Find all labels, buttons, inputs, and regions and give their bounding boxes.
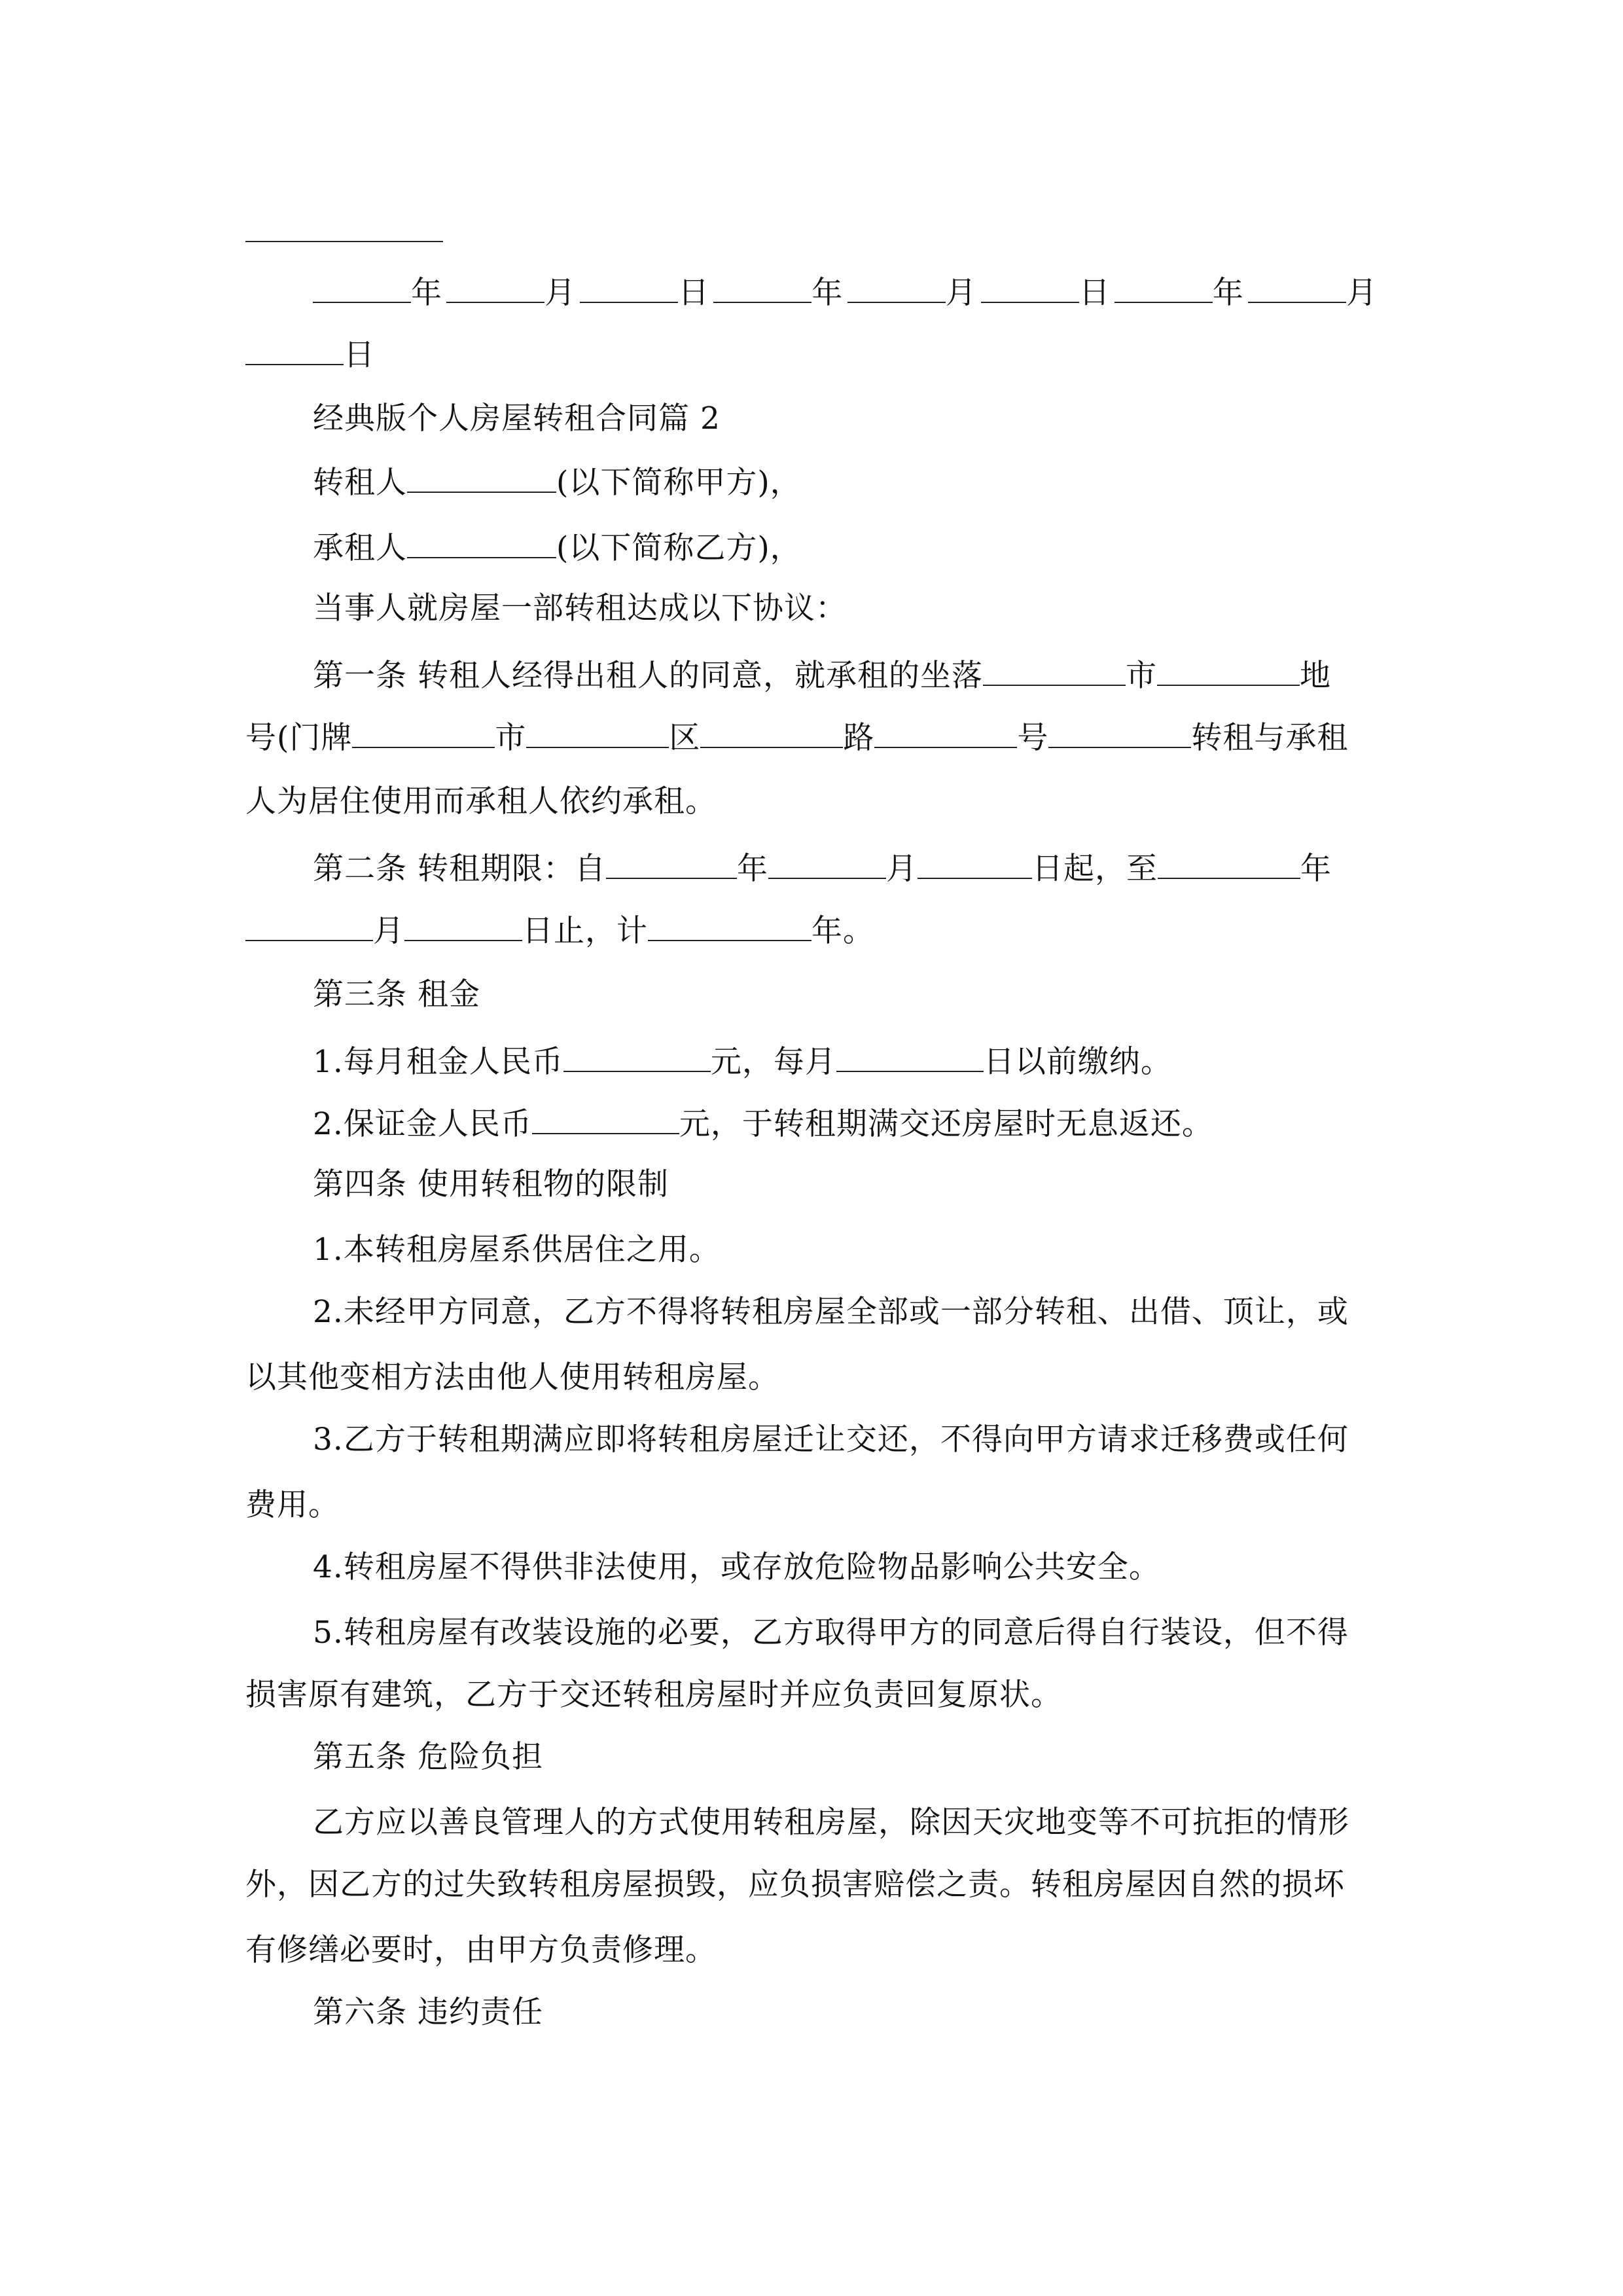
blank — [1248, 272, 1346, 303]
article5-line3: 有修缮必要时，由甲方负责修理。 — [245, 1932, 717, 1968]
intro-text: 当事人就房屋一部转租达成以下协议： — [313, 590, 847, 626]
blank — [404, 910, 522, 941]
date-row-continued — [245, 334, 1378, 375]
blank — [313, 272, 411, 303]
blank — [1048, 717, 1191, 748]
date-month: 月 — [945, 275, 977, 311]
blank — [768, 848, 886, 879]
blank — [700, 717, 843, 748]
blank — [352, 717, 495, 748]
article3-item2: 2.保证金人民币 元，于转租期满交还房屋时无息返还。 — [245, 1103, 1445, 1144]
date-day: 日 — [344, 337, 375, 373]
sublessee-line: 承租人 (以下简称乙方)， — [245, 527, 1445, 568]
article4-item4: 4.转租房屋不得供非法使用，或存放危险物品影响公共安全。 — [313, 1549, 1160, 1585]
article4-item3-line1: 3.乙方于转租期满应即将转租房屋迁让交还，不得向甲方请求迁移费或任何 — [313, 1422, 1349, 1458]
date-year: 年 — [812, 275, 844, 311]
article2-line2: 月 日止，计 年。 — [245, 910, 1378, 951]
blank — [245, 910, 373, 941]
document-heading: 经典版个人房屋转租合同篇 2 — [313, 401, 721, 437]
blank — [446, 272, 544, 303]
date-day: 日 — [678, 275, 710, 311]
blank — [983, 655, 1126, 686]
blank — [874, 717, 1017, 748]
blank — [563, 1041, 711, 1072]
date-month: 月 — [544, 275, 577, 311]
article1-line1: 第一条 转租人经得出租人的同意，就承租的坐落 市 地 — [245, 655, 1445, 696]
article4-title: 第四条 使用转租物的限制 — [313, 1166, 669, 1202]
article5-line2: 外，因乙方的过失致转租房屋损毁，应负损害赔偿之责。转租房屋因自然的损坏 — [245, 1867, 1345, 1903]
article5-line1: 乙方应以善良管理人的方式使用转租房屋，除因天灾地变等不可抗拒的情形 — [313, 1804, 1349, 1840]
date-year: 年 — [1212, 275, 1244, 311]
article4-item2-line1: 2.未经甲方同意，乙方不得将转租房屋全部或一部分转租、出借、顶让，或 — [313, 1294, 1349, 1330]
blank — [580, 272, 678, 303]
date-month: 月 — [1346, 275, 1378, 311]
article3-title: 第三条 租金 — [313, 977, 480, 1013]
blank — [847, 272, 946, 303]
article4-item5-line2: 损害原有建筑，乙方于交还转租房屋时并应负责回复原状。 — [245, 1677, 1062, 1713]
article4-item5-line1: 5.转租房屋有改装设施的必要，乙方取得甲方的同意后得自行装设，但不得 — [313, 1615, 1349, 1651]
blank — [1158, 848, 1300, 879]
signature-underline — [245, 241, 443, 242]
blank — [713, 272, 812, 303]
date-row — [245, 272, 1378, 313]
article5-title: 第五条 危险负担 — [313, 1739, 543, 1775]
article4-item2-line2: 以其他变相方法由他人使用转租房屋。 — [245, 1359, 779, 1395]
article6-title: 第六条 违约责任 — [313, 1994, 543, 2030]
date-year: 年 — [411, 275, 442, 311]
sublessor-line: 转租人 (以下简称甲方)， — [245, 461, 1445, 503]
article1-line3: 人为居住使用而承租人依约承租。 — [245, 783, 717, 819]
blank — [1157, 655, 1300, 686]
blank — [606, 848, 737, 879]
article4-item1: 1.本转租房屋系供居住之用。 — [313, 1232, 721, 1268]
blank — [532, 1103, 679, 1134]
article1-line2: 号(门牌 市 区 路 号 转租与承租 — [245, 717, 1378, 758]
blank — [407, 461, 556, 493]
blank — [648, 910, 812, 941]
blank — [836, 1041, 984, 1072]
article2-line1: 第二条 转租期限：自 年 月 日起，至 年 — [245, 848, 1445, 889]
blank — [245, 334, 344, 365]
blank — [1115, 272, 1213, 303]
blank — [526, 717, 669, 748]
blank — [918, 848, 1032, 879]
blank — [981, 272, 1079, 303]
date-day: 日 — [1079, 275, 1111, 311]
article3-item1: 1.每月租金人民币 元，每月 日以前缴纳。 — [245, 1041, 1445, 1082]
article4-item3-line2: 费用。 — [245, 1487, 340, 1523]
blank — [407, 527, 556, 558]
